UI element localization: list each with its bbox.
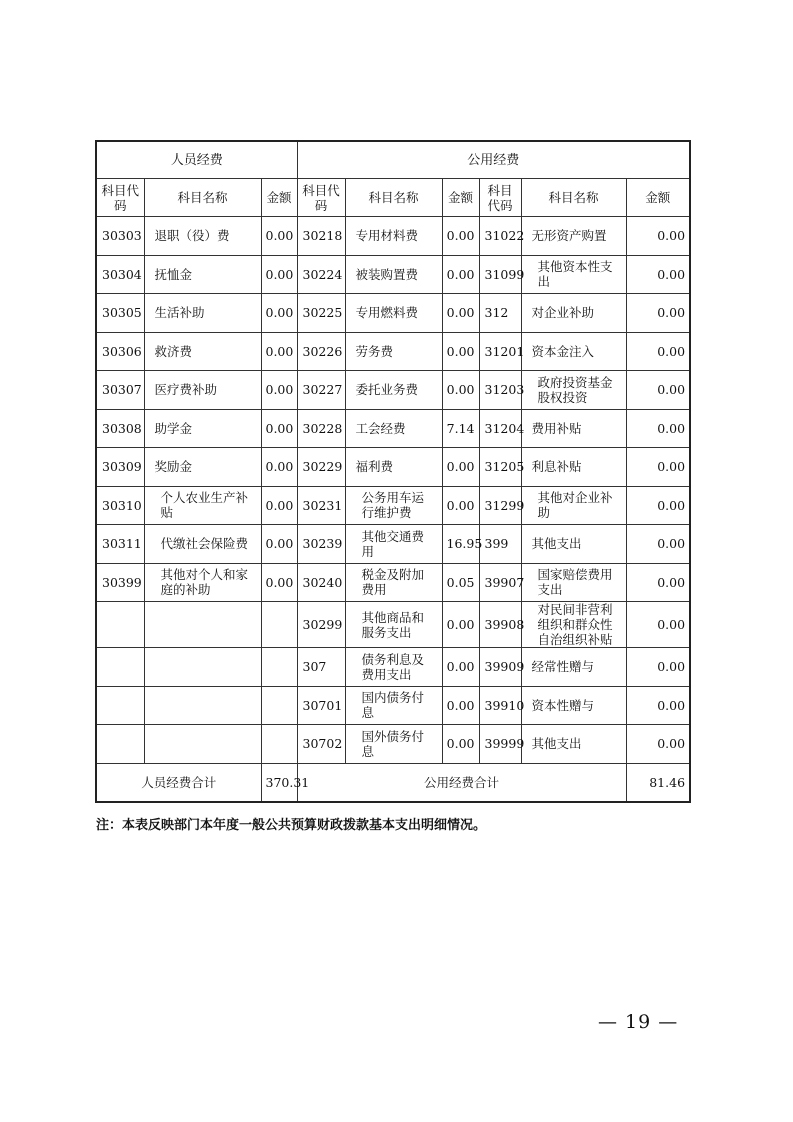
subject-code-cell: 30305 xyxy=(96,294,144,333)
expense-table-container xyxy=(95,140,689,803)
subject-name-cell: 资本性赠与 xyxy=(521,686,626,725)
subject-name-cell: 专用材料费 xyxy=(345,217,442,256)
subject-code-cell: 30226 xyxy=(297,332,345,371)
header-column-row xyxy=(96,179,690,217)
amount-cell: 0.00 xyxy=(442,217,479,256)
amount-cell: 0.00 xyxy=(442,255,479,294)
subject-name-cell: 公务用车运行维护费 xyxy=(345,486,442,525)
subject-name-cell: 委托业务费 xyxy=(345,371,442,410)
subject-name-cell: 奖励金 xyxy=(144,448,261,487)
subject-name-cell: 福利费 xyxy=(345,448,442,487)
amount-cell: 0.00 xyxy=(261,255,297,294)
subject-name-cell: 税金及附加费用 xyxy=(345,563,442,602)
public-expense-header: 公用经费 xyxy=(297,141,690,179)
amount-cell: 0.00 xyxy=(261,294,297,333)
subject-name-cell: 专用燃料费 xyxy=(345,294,442,333)
subject-name-cell: 其他交通费用 xyxy=(345,525,442,564)
amount-header: 金额 xyxy=(261,179,297,217)
table-note: 注：本表反映部门本年度一般公共预算财政拨款基本支出明细情况。 xyxy=(96,818,487,833)
amount-cell: 0.00 xyxy=(626,409,690,448)
subject-code-cell: 399 xyxy=(479,525,521,564)
subject-code-cell: 30239 xyxy=(297,525,345,564)
amount-cell: 0.00 xyxy=(626,486,690,525)
amount-cell: 0.00 xyxy=(261,486,297,525)
subject-name-cell: 费用补贴 xyxy=(521,409,626,448)
table-row xyxy=(96,525,690,564)
subject-code-cell: 30224 xyxy=(297,255,345,294)
subject-code-cell: 30227 xyxy=(297,371,345,410)
page-number: — 19 — xyxy=(598,1011,679,1033)
amount-cell: 0.00 xyxy=(442,332,479,371)
subject-code-cell xyxy=(96,602,144,648)
subject-name-cell: 退职（役）费 xyxy=(144,217,261,256)
subject-code-cell: 30228 xyxy=(297,409,345,448)
amount-cell: 0.00 xyxy=(261,371,297,410)
amount-cell: 0.00 xyxy=(261,409,297,448)
amount-cell: 16.95 xyxy=(442,525,479,564)
amount-cell: 0.00 xyxy=(442,602,479,648)
subject-name-cell: 生活补助 xyxy=(144,294,261,333)
table-row xyxy=(96,448,690,487)
subject-name-cell: 政府投资基金股权投资 xyxy=(521,371,626,410)
subject-name-cell: 利息补贴 xyxy=(521,448,626,487)
code-header: 科目代码 xyxy=(297,179,345,217)
subject-name-cell: 被装购置费 xyxy=(345,255,442,294)
name-header: 科目名称 xyxy=(521,179,626,217)
subject-code-cell: 31203 xyxy=(479,371,521,410)
subject-code-cell: 30299 xyxy=(297,602,345,648)
subject-name-cell: 抚恤金 xyxy=(144,255,261,294)
amount-cell: 0.00 xyxy=(261,332,297,371)
subject-name-cell: 对企业补助 xyxy=(521,294,626,333)
subject-code-cell: 30306 xyxy=(96,332,144,371)
subject-code-cell xyxy=(96,686,144,725)
amount-header: 金额 xyxy=(626,179,690,217)
table-row xyxy=(96,409,690,448)
subject-name-cell: 国内债务付息 xyxy=(345,686,442,725)
subject-name-cell: 国家赔偿费用支出 xyxy=(521,563,626,602)
subject-code-cell: 30311 xyxy=(96,525,144,564)
amount-cell: 0.00 xyxy=(626,725,690,764)
amount-cell: 0.00 xyxy=(261,563,297,602)
amount-cell: 0.00 xyxy=(626,602,690,648)
amount-cell: 0.05 xyxy=(442,563,479,602)
subject-code-cell: 39910 xyxy=(479,686,521,725)
code-header: 科目代码 xyxy=(96,179,144,217)
subject-code-cell: 30307 xyxy=(96,371,144,410)
subject-name-cell xyxy=(144,686,261,725)
subject-code-cell: 312 xyxy=(479,294,521,333)
subject-code-cell: 307 xyxy=(297,648,345,687)
amount-cell: 0.00 xyxy=(261,217,297,256)
subject-name-cell: 代缴社会保险费 xyxy=(144,525,261,564)
public-total-label: 公用经费合计 xyxy=(297,763,626,802)
subject-name-cell: 其他支出 xyxy=(521,725,626,764)
amount-cell: 0.00 xyxy=(442,294,479,333)
subject-code-cell: 30310 xyxy=(96,486,144,525)
subject-name-cell: 助学金 xyxy=(144,409,261,448)
subject-name-cell: 无形资产购置 xyxy=(521,217,626,256)
subject-code-cell: 31201 xyxy=(479,332,521,371)
table-row xyxy=(96,217,690,256)
subject-name-cell: 国外债务付息 xyxy=(345,725,442,764)
subject-code-cell: 30308 xyxy=(96,409,144,448)
subject-name-cell: 其他商品和服务支出 xyxy=(345,602,442,648)
subject-code-cell: 31205 xyxy=(479,448,521,487)
subject-code-cell: 39908 xyxy=(479,602,521,648)
amount-cell xyxy=(261,686,297,725)
subject-code-cell: 31299 xyxy=(479,486,521,525)
subject-code-cell: 39909 xyxy=(479,648,521,687)
amount-cell: 0.00 xyxy=(442,686,479,725)
subject-code-cell: 30229 xyxy=(297,448,345,487)
subject-name-cell: 其他对个人和家庭的补助 xyxy=(144,563,261,602)
amount-cell: 0.00 xyxy=(626,332,690,371)
subject-code-cell: 30231 xyxy=(297,486,345,525)
subject-code-cell: 30702 xyxy=(297,725,345,764)
amount-cell: 0.00 xyxy=(626,294,690,333)
amount-cell: 7.14 xyxy=(442,409,479,448)
amount-cell: 0.00 xyxy=(442,486,479,525)
amount-cell: 0.00 xyxy=(626,255,690,294)
subject-name-cell: 救济费 xyxy=(144,332,261,371)
table-row xyxy=(96,563,690,602)
amount-cell: 0.00 xyxy=(626,371,690,410)
subject-name-cell: 资本金注入 xyxy=(521,332,626,371)
subject-name-cell xyxy=(144,648,261,687)
amount-cell xyxy=(261,648,297,687)
subject-code-cell: 30309 xyxy=(96,448,144,487)
table-row xyxy=(96,371,690,410)
subject-name-cell: 经常性赠与 xyxy=(521,648,626,687)
amount-header: 金额 xyxy=(442,179,479,217)
subject-name-cell: 劳务费 xyxy=(345,332,442,371)
table-row xyxy=(96,602,690,648)
personnel-total-label: 人员经费合计 xyxy=(96,763,261,802)
personnel-expense-header: 人员经费 xyxy=(96,141,297,179)
table-row xyxy=(96,686,690,725)
amount-cell: 0.00 xyxy=(442,448,479,487)
totals-row xyxy=(96,763,690,802)
subject-name-cell: 其他支出 xyxy=(521,525,626,564)
table-row xyxy=(96,486,690,525)
amount-cell: 0.00 xyxy=(442,371,479,410)
table-row xyxy=(96,255,690,294)
amount-cell xyxy=(261,602,297,648)
subject-name-cell: 对民间非营利组织和群众性自治组织补贴 xyxy=(521,602,626,648)
subject-code-cell: 39999 xyxy=(479,725,521,764)
subject-code-cell: 30240 xyxy=(297,563,345,602)
amount-cell: 0.00 xyxy=(442,725,479,764)
table-row xyxy=(96,648,690,687)
subject-code-cell: 30701 xyxy=(297,686,345,725)
personnel-total-value: 370.31 xyxy=(261,763,297,802)
subject-code-cell xyxy=(96,648,144,687)
subject-code-cell: 30225 xyxy=(297,294,345,333)
subject-code-cell: 30304 xyxy=(96,255,144,294)
subject-code-cell xyxy=(96,725,144,764)
table-row xyxy=(96,294,690,333)
table-row xyxy=(96,332,690,371)
amount-cell: 0.00 xyxy=(261,448,297,487)
subject-name-cell: 医疗费补助 xyxy=(144,371,261,410)
amount-cell: 0.00 xyxy=(626,648,690,687)
amount-cell: 0.00 xyxy=(626,448,690,487)
amount-cell xyxy=(261,725,297,764)
amount-cell: 0.00 xyxy=(626,217,690,256)
subject-name-cell xyxy=(144,725,261,764)
subject-code-cell: 31022 xyxy=(479,217,521,256)
subject-name-cell xyxy=(144,602,261,648)
basic-expenditure-table xyxy=(95,140,691,803)
amount-cell: 0.00 xyxy=(626,686,690,725)
subject-code-cell: 31099 xyxy=(479,255,521,294)
name-header: 科目名称 xyxy=(144,179,261,217)
subject-name-cell: 工会经费 xyxy=(345,409,442,448)
table-row xyxy=(96,725,690,764)
name-header: 科目名称 xyxy=(345,179,442,217)
amount-cell: 0.00 xyxy=(261,525,297,564)
subject-code-cell: 30303 xyxy=(96,217,144,256)
subject-code-cell: 30218 xyxy=(297,217,345,256)
subject-code-cell: 39907 xyxy=(479,563,521,602)
subject-name-cell: 其他资本性支出 xyxy=(521,255,626,294)
subject-name-cell: 个人农业生产补贴 xyxy=(144,486,261,525)
subject-code-cell: 30399 xyxy=(96,563,144,602)
header-group-row xyxy=(96,141,690,179)
amount-cell: 0.00 xyxy=(442,648,479,687)
subject-name-cell: 债务利息及费用支出 xyxy=(345,648,442,687)
amount-cell: 0.00 xyxy=(626,525,690,564)
code-header: 科目代码 xyxy=(479,179,521,217)
subject-code-cell: 31204 xyxy=(479,409,521,448)
amount-cell: 0.00 xyxy=(626,563,690,602)
public-total-value: 81.46 xyxy=(626,763,690,802)
subject-name-cell: 其他对企业补助 xyxy=(521,486,626,525)
